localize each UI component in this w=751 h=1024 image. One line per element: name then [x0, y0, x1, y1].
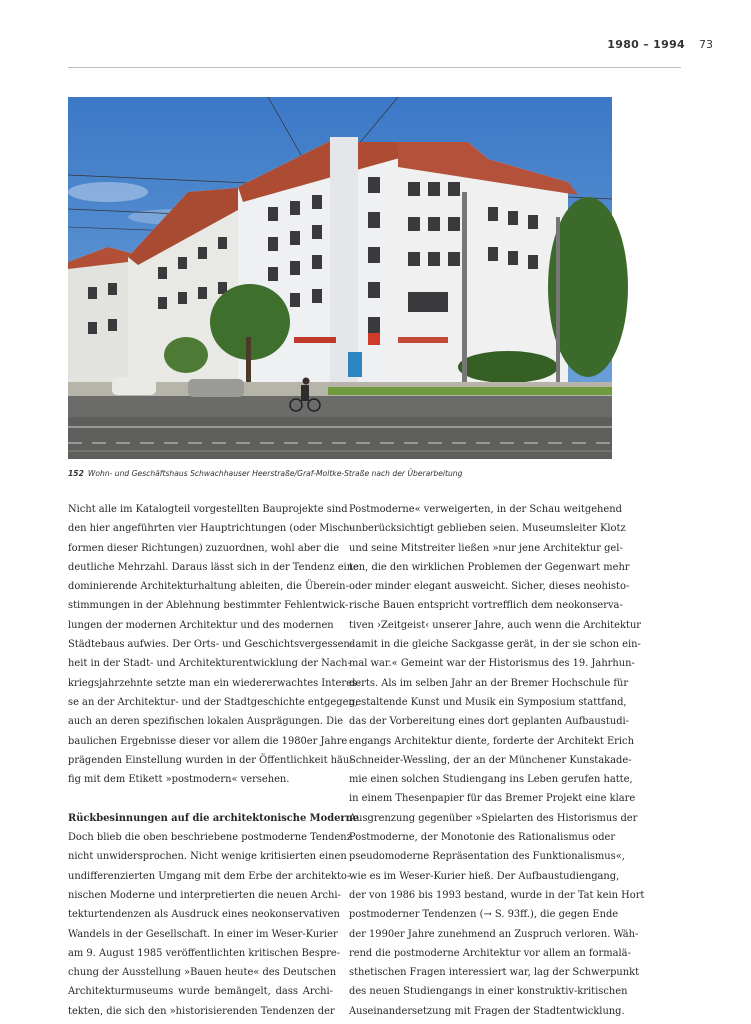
- text-line: Städtebaus aufwies. Der Orts- und Geschichtsvergessen-: [68, 639, 354, 651]
- text-line: heit in der Stadt- und Architekturentwicklung der Nach-: [68, 658, 351, 670]
- text-line: rend die postmoderne Architektur vor allem an formalä-: [349, 947, 631, 959]
- text-line: se an der Architektur- und der Stadtgeschichte entgegen,: [68, 696, 358, 708]
- text-line: und seine Mitstreiter ließen »nur jene Architektur gel-: [349, 542, 623, 554]
- text-line: baulichen Ergebnisse dieser vor allem die 1980er Jahre: [68, 735, 348, 747]
- figure-caption-text: Wohn- und Geschäftshaus Schwachhauser Heerstraße/Graf-Moltke-Straße nach der Überarbeitung: [87, 469, 463, 478]
- text-line: Postmoderne« verweigerten, in der Schau weitgehend: [349, 504, 622, 515]
- text-line: ten, die den wirklichen Problemen der Gegenwart mehr: [349, 561, 630, 573]
- text-line: engangs Architektur diente, forderte der Architekt Erich: [349, 735, 634, 747]
- chapter-period: 1980 – 1994: [607, 38, 685, 51]
- text-line: Ausgrenzung gegenüber »Spielarten des Historismus der: [349, 812, 638, 824]
- text-line: rische Bauen entspricht vortrefflich dem neokonserva-: [349, 600, 623, 612]
- text-line: wie es im Weser-Kurier hieß. Der Aufbaustudiengang,: [349, 870, 620, 882]
- body-column-left: [68, 500, 361, 1021]
- running-head: [607, 38, 713, 51]
- text-line: kriegsjahrzehnte setzte man ein wiedererwachtes Interes-: [68, 677, 361, 689]
- text-line: am 9. August 1985 veröffentlichten kritischen Bespre-: [68, 947, 341, 959]
- figure-caption: [68, 469, 628, 478]
- text-line: der von 1986 bis 1993 bestand, wurde in der Tat kein Hort: [349, 889, 645, 901]
- figure-number: 152: [68, 469, 84, 478]
- section-heading: Rückbesinnungen auf die architektonische Moderne: [68, 812, 360, 824]
- text-line: sthetischen Fragen interessiert war, lag der Schwerpunkt: [349, 967, 640, 979]
- header-rule: [68, 67, 681, 68]
- building-photo: [68, 97, 612, 459]
- text-line: auch an deren spezifischen lokalen Ausprägungen. Die: [68, 716, 344, 728]
- text-line: derts. Als im selben Jahr an der Bremer Hochschule für: [349, 677, 629, 689]
- text-line: stimmungen in der Ablehnung bestimmter Fehlentwick-: [68, 600, 349, 612]
- text-line: Schneider-Wessling, der an der Münchener Kunstakade-: [349, 754, 632, 766]
- text-line: das der Vorbereitung eines dort geplanten Aufbaustudi-: [349, 716, 630, 728]
- text-line: deutliche Mehrzahl. Daraus lässt sich in der Tendenz eine: [68, 561, 359, 573]
- text-line: dominierende Architekturhaltung ableiten, die Überein-: [68, 581, 349, 593]
- text-line: den hier angeführten vier Hauptrichtungen (oder Misch-: [68, 523, 353, 535]
- text-line: unberücksichtigt geblieben seien. Museumsleiter Klotz: [349, 523, 626, 535]
- text-line: tekten, die sich den »historisierenden Tendenzen der: [68, 1005, 335, 1017]
- text-line: oder minder elegant ausweicht. Sicher, dieses neohisto-: [349, 581, 630, 593]
- text-line: des neuen Studiengangs in einer konstruktiv-kritischen: [349, 986, 628, 998]
- text-line: damit in die gleiche Sackgasse gerät, in der sie schon ein-: [349, 639, 641, 651]
- text-line: postmoderner Tendenzen (→ S. 93ff.), die gegen Ende: [349, 909, 619, 921]
- page-number: 73: [699, 38, 713, 51]
- text-line: Architekturmuseums wurde bemängelt, dass Archi-: [68, 986, 333, 998]
- paragraph-gap: [68, 789, 333, 808]
- text-line: Doch blieb die oben beschriebene postmoderne Tendenz: [68, 832, 352, 844]
- text-line: chung der Ausstellung »Bauen heute« des Deutschen: [68, 967, 337, 979]
- text-line: nicht unwidersprochen. Nicht wenige kritisierten einen: [68, 851, 347, 863]
- text-line: tekturtendenzen als Ausdruck eines neokonservativen: [68, 909, 340, 921]
- text-line: mal war.« Gemeint war der Historismus des 19. Jahrhun-: [349, 658, 635, 670]
- text-line: fig mit dem Etikett »postmodern« versehen.: [68, 774, 290, 786]
- text-line: formen dieser Richtungen) zuzuordnen, wohl aber die: [68, 542, 340, 554]
- text-line: gestaltende Kunst und Musik ein Symposium stattfand,: [349, 696, 627, 708]
- text-line: pseudomoderne Repräsentation des Funktionalismus«,: [349, 851, 625, 863]
- text-line: der 1990er Jahre zunehmend an Zuspruch verloren. Wäh-: [349, 928, 639, 940]
- text-line: Nicht alle im Katalogteil vorgestellten Bauprojekte sind: [68, 504, 348, 515]
- text-line: mie einen solchen Studiengang ins Leben gerufen hatte,: [349, 774, 633, 786]
- text-line: undifferenzierten Umgang mit dem Erbe der architekto-: [68, 870, 351, 882]
- text-line: Postmoderne, der Monotonie des Rationalismus oder: [349, 832, 616, 844]
- body-column-right: [349, 500, 645, 1021]
- text-line: nischen Moderne und interpretierten die neuen Archi-: [68, 889, 341, 901]
- text-line: tiven ›Zeitgeist‹ unserer Jahre, auch wenn die Architektur: [349, 619, 642, 631]
- text-line: Wandels in der Gesellschaft. In einer im Weser-Kurier: [68, 928, 338, 940]
- text-line: lungen der modernen Architektur und des modernen: [68, 619, 334, 631]
- text-line: prägenden Einstellung wurden in der Öffentlichkeit häu-: [68, 754, 353, 766]
- text-line: in einem Thesenpapier für das Bremer Projekt eine klare: [349, 793, 636, 805]
- text-line: Auseinandersetzung mit Fragen der Stadtentwicklung.: [349, 1005, 625, 1017]
